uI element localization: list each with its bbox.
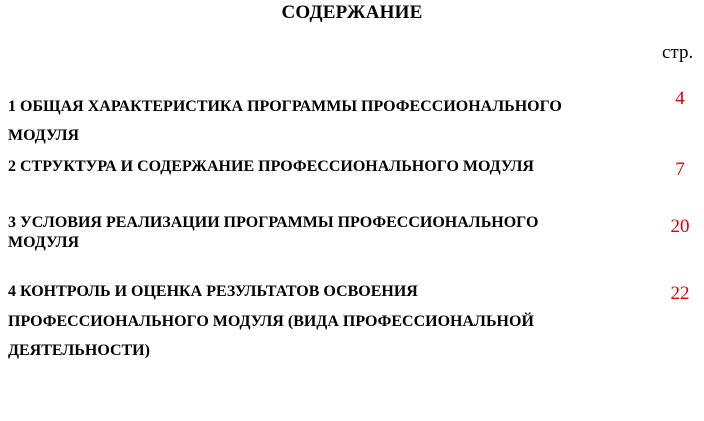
toc-entry-3-line-1: 3 УСЛОВИЯ РЕАЛИЗАЦИИ ПРОГРАММЫ ПРОФЕССИОНАЛЬНОГО xyxy=(8,214,539,231)
toc-entry-1-line-1: 1 ОБЩАЯ ХАРАКТЕРИСТИКА ПРОГРАММЫ ПРОФЕССИОНАЛЬНОГО xyxy=(8,98,562,115)
toc-entry-4-page: 22 xyxy=(670,283,690,304)
toc-entry-1-line-2: МОДУЛЯ xyxy=(8,127,80,144)
toc-entry-1-page: 4 xyxy=(675,88,685,109)
toc-entry-4-line-3: ДЕЯТЕЛЬНОСТИ) xyxy=(8,342,150,359)
toc-entry-2-line-1: 2 СТРУКТУРА И СОДЕРЖАНИЕ ПРОФЕССИОНАЛЬНОГО МОДУЛЯ xyxy=(8,158,534,175)
toc-entry-2-page: 7 xyxy=(675,159,685,180)
toc-entry-3-page: 20 xyxy=(670,216,690,237)
toc-entry-3-line-2: МОДУЛЯ xyxy=(8,234,80,251)
toc-entry-4-line-2: ПРОФЕССИОНАЛЬНОГО МОДУЛЯ (ВИДА ПРОФЕССИОНАЛЬНОЙ xyxy=(8,313,534,330)
toc-title: СОДЕРЖАНИЕ xyxy=(281,2,423,23)
page-column-label: стр. xyxy=(662,42,694,63)
toc-entry-4-line-1: 4 КОНТРОЛЬ И ОЦЕНКА РЕЗУЛЬТАТОВ ОСВОЕНИЯ xyxy=(8,283,418,300)
